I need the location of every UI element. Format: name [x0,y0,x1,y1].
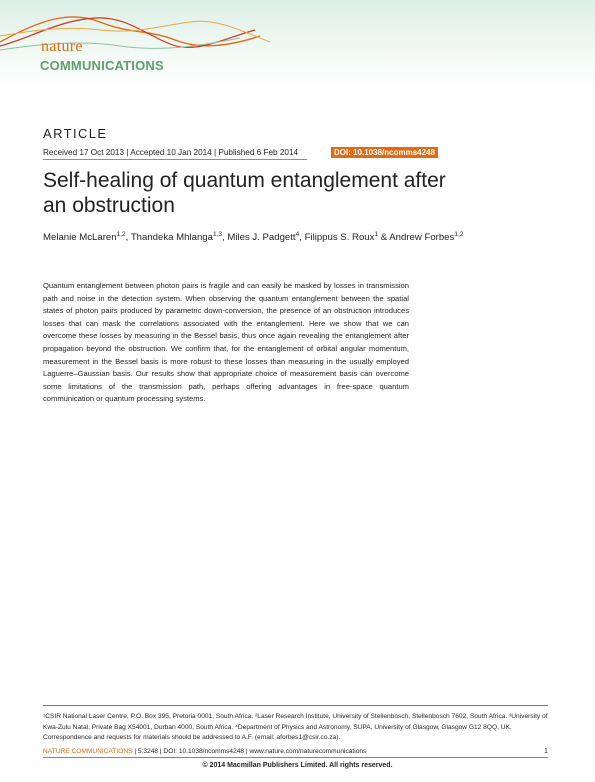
received-date: Received 17 Oct 2013 [43,148,125,157]
footer-citation-text[interactable]: | 5:3248 | DOI: 10.1038/ncomms4248 | www.nature.com/naturecommunications [132,748,367,755]
copyright-notice: © 2014 Macmillan Publishers Limited. All rights reserved. [202,762,393,769]
author-name[interactable]: Melanie McLaren [43,232,117,244]
masthead-wave-graphic [0,0,595,60]
author-name[interactable]: Andrew Forbes [389,232,455,244]
affiliations-footnote: ¹CSIR National Laser Centre, P.O. Box 395, Pretoria 0001, South Africa. ²Laser Research Institute, University of Stellenbosch, Stellenbosch 7602, South Africa. ³University of Kwa-Zulu Natal, Private Bag X54001, Durban 4000, South Africa. ⁴Department of Physics and Astronomy, SUPA, University of Glasgow, Glasgow G12 8QQ, UK. Correspondence and requests for materials should be addressed to A.F. (email: aforbes1@csir.co.za). [43,713,548,741]
doi-badge[interactable]: DOI: 10.1038/ncomms4248 [331,147,438,158]
author-name[interactable]: Thandeka Mhlanga [130,232,213,244]
author-affiliation-marker: 1 [374,231,379,238]
abstract-paragraph: Quantum entanglement between photon pairs is fragile and can easily be masked by losses in transmission path and noise in the detection system. When observing the quantum entanglement between the spatial states of photon pairs produced by parametric down-conversion, the presence of an obstruction introduces losses that can mask the correlations associated with the entanglement. Here we show that we can overcome these losses by measuring in the Bessel basis, thus once again revealing the entanglement after propagation beyond the obstruction. We confirm that, for the entanglement of orbital angular momentum, measurement in the Bessel basis is more robust to these losses than measuring in the usually employed Laguerre–Gaussian basis. Our results show that appropriate choice of measurement basis can overcome some limitations of the transmission path, perhaps offering advantages in free-space quantum communication or quantum processing systems. [43,281,409,404]
footer-journal-name: NATURE COMMUNICATIONS [43,748,133,755]
publication-dates [43,148,307,160]
footer-divider [43,757,548,758]
author-affiliation-marker: 1,2 [116,231,126,238]
article-title: Self-healing of quantum entanglement after an obstruction [43,169,446,217]
author-name[interactable]: Filippus S. Roux [304,232,375,244]
author-affiliation-marker: 1,2 [454,231,464,238]
affiliations-divider [43,705,548,706]
published-date: Published 6 Feb 2014 [218,148,299,157]
masthead-band [0,0,595,88]
logo-nature-word: nature [41,38,83,55]
accepted-date: Accepted 10 Jan 2014 [130,148,212,157]
date-separator: | [214,148,219,157]
author-name[interactable]: Miles J. Padgett [227,232,296,244]
footer-citation [43,748,366,755]
author-list: Melanie McLaren$^{1,2}$, Thandeka Mhlanga$^{1,3}$, Miles J. Padgett$^4$, Filippus S. Roux$^1$ & Andrew Forbes$^{1,2}$ [43,231,464,244]
author-affiliation-marker: 1,3 [212,231,222,238]
page-number: 1 [544,748,548,755]
author-affiliation-marker: 4 [295,231,300,238]
date-separator: | [126,148,131,157]
article-type-label: ARTICLE [43,126,108,141]
logo-communications-word: COMMUNICATIONS [40,58,164,73]
